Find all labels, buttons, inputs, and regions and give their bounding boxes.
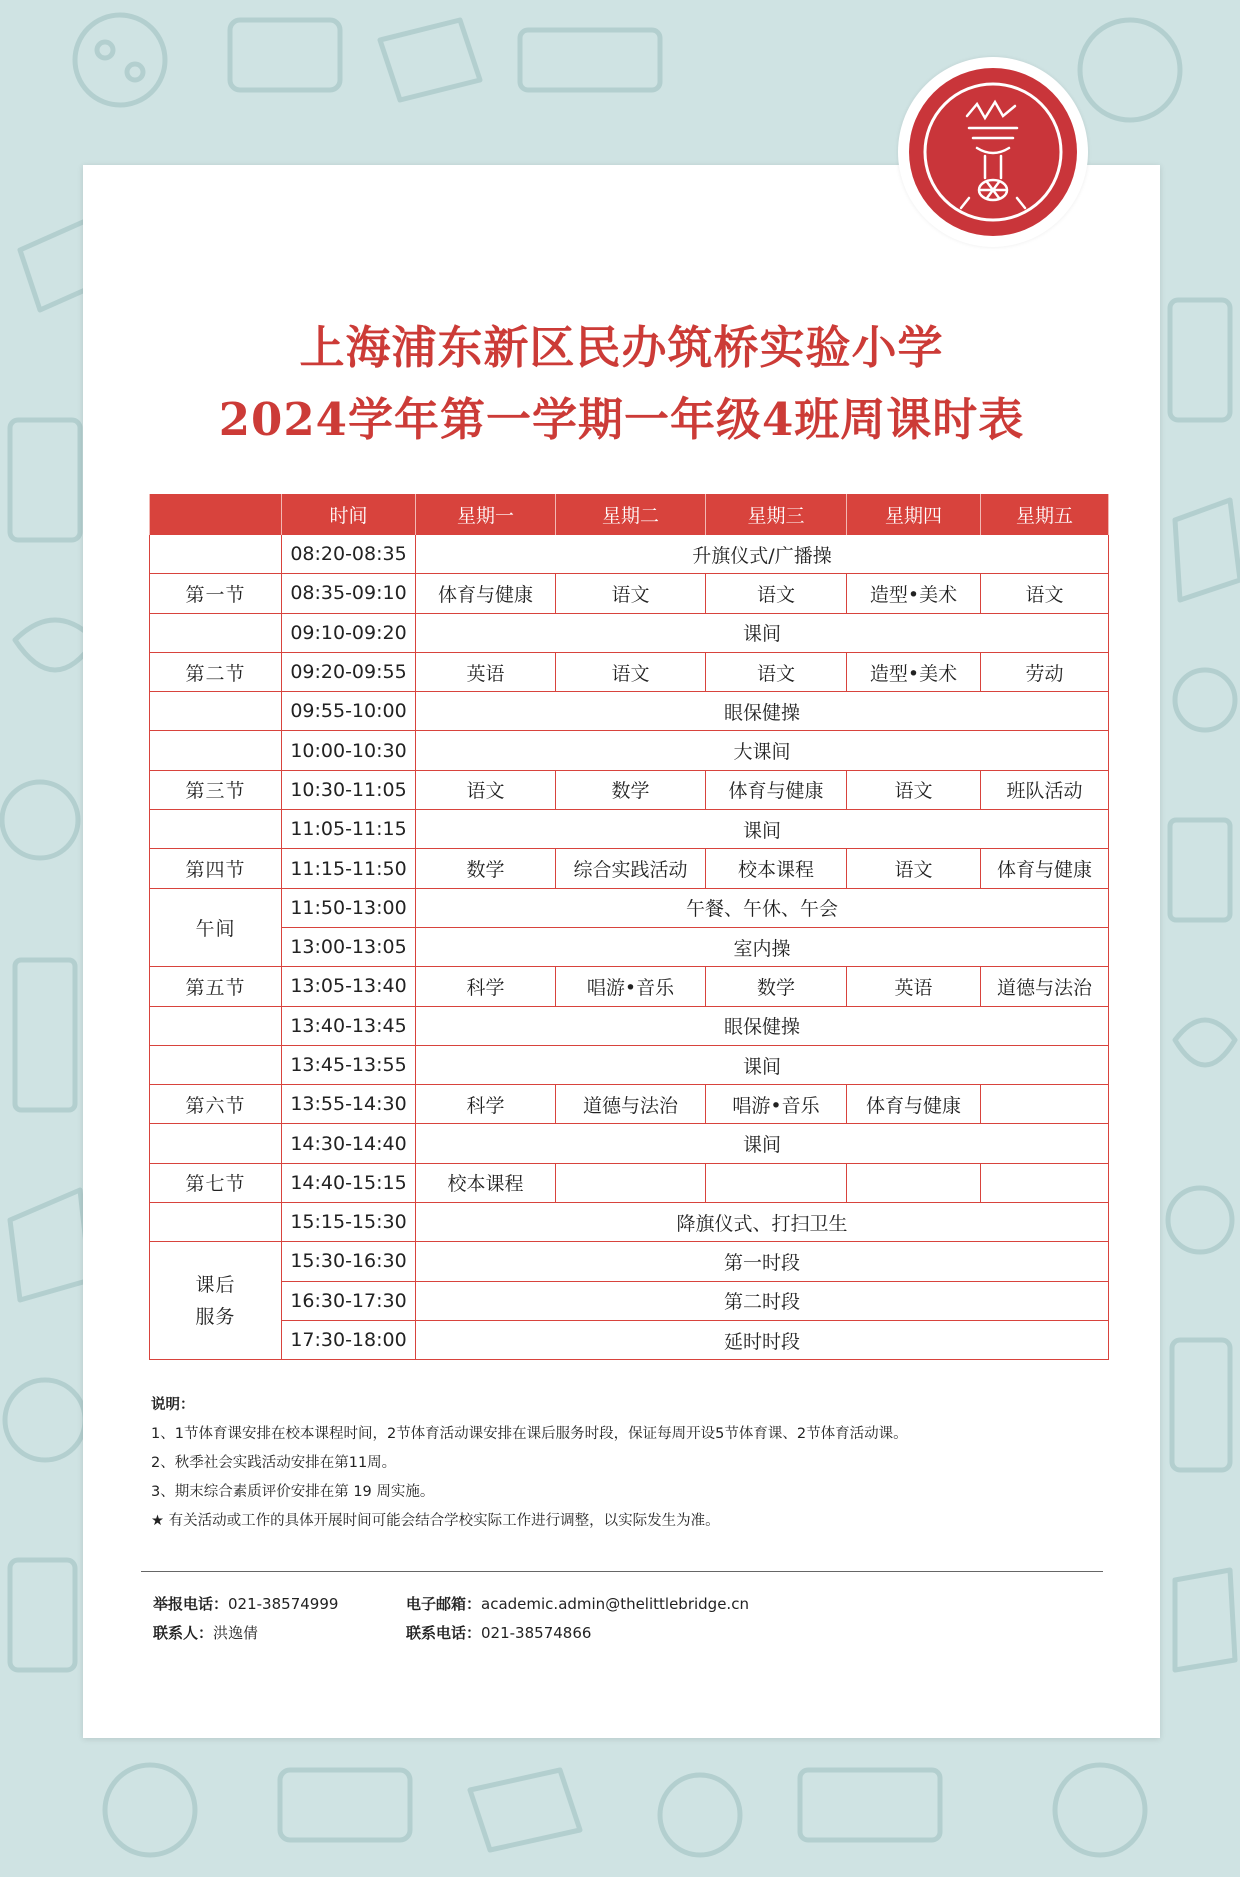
period-cell bbox=[150, 1203, 282, 1242]
lesson-cell-wednesday: 校本课程 bbox=[706, 849, 847, 888]
note-item: 3、期末综合素质评价安排在第 19 周实施。 bbox=[151, 1484, 435, 1500]
table-header-row bbox=[150, 494, 1109, 535]
lesson-cell-tuesday: 道德与法治 bbox=[556, 1085, 706, 1124]
header-cell-wednesday: 星期三 bbox=[706, 494, 847, 535]
table-row bbox=[150, 849, 1109, 888]
period-cell bbox=[150, 1045, 282, 1084]
merged-activity-cell: 升旗仪式/广播操 bbox=[416, 535, 1109, 574]
lesson-cell-wednesday bbox=[706, 1163, 847, 1202]
contact-phone-label: 联系电话： bbox=[406, 1624, 482, 1642]
lesson-cell-wednesday: 唱游•音乐 bbox=[706, 1085, 847, 1124]
time-cell: 15:15-15:30 bbox=[282, 1203, 416, 1242]
page-title-school: 上海浦东新区民办筑桥实验小学 bbox=[299, 321, 944, 374]
merged-activity-cell: 课间 bbox=[416, 1124, 1109, 1163]
lesson-cell-monday: 体育与健康 bbox=[416, 574, 556, 613]
header-cell-tuesday: 星期二 bbox=[556, 494, 706, 535]
lesson-cell-thursday: 体育与健康 bbox=[847, 1085, 981, 1124]
time-cell: 14:40-15:15 bbox=[282, 1163, 416, 1202]
period-cell: 第六节 bbox=[150, 1085, 282, 1124]
lesson-cell-monday: 科学 bbox=[416, 1085, 556, 1124]
contact-phone bbox=[406, 1622, 591, 1643]
time-cell: 11:50-13:00 bbox=[282, 888, 416, 927]
merged-activity-cell: 延时时段 bbox=[416, 1320, 1109, 1359]
note-item: 2、秋季社会实践活动安排在第11周。 bbox=[151, 1455, 397, 1471]
header-cell-period bbox=[150, 494, 282, 535]
time-cell: 16:30-17:30 bbox=[282, 1281, 416, 1320]
lesson-cell-friday bbox=[981, 1163, 1109, 1202]
time-cell: 09:20-09:55 bbox=[282, 652, 416, 691]
time-cell: 10:00-10:30 bbox=[282, 731, 416, 770]
lesson-cell-tuesday: 语文 bbox=[556, 574, 706, 613]
note-item: ★ 有关活动或工作的具体开展时间可能会结合学校实际工作进行调整，以实际发生为准。 bbox=[151, 1513, 720, 1529]
period-cell bbox=[150, 1006, 282, 1045]
period-cell: 第四节 bbox=[150, 849, 282, 888]
table-row bbox=[150, 1163, 1109, 1202]
lesson-cell-thursday: 语文 bbox=[847, 849, 981, 888]
lesson-cell-friday: 劳动 bbox=[981, 652, 1109, 691]
merged-activity-cell: 室内操 bbox=[416, 927, 1109, 966]
divider-line bbox=[141, 1571, 1103, 1572]
lesson-cell-tuesday: 数学 bbox=[556, 770, 706, 809]
table-row bbox=[150, 810, 1109, 849]
lesson-cell-monday: 科学 bbox=[416, 967, 556, 1006]
email-value[interactable]: academic.admin@thelittlebridge.cn bbox=[481, 1595, 749, 1613]
merged-activity-cell: 第一时段 bbox=[416, 1242, 1109, 1281]
time-cell: 13:00-13:05 bbox=[282, 927, 416, 966]
notes-heading: 说明： bbox=[151, 1397, 195, 1413]
note-item: 1、1节体育课安排在校本课程时间，2节体育活动课安排在课后服务时段，保证每周开设5节体育课、2节体育活动课。 bbox=[151, 1426, 908, 1442]
time-cell: 08:20-08:35 bbox=[282, 535, 416, 574]
period-cell: 第五节 bbox=[150, 967, 282, 1006]
merged-activity-cell: 降旗仪式、打扫卫生 bbox=[416, 1203, 1109, 1242]
time-cell: 13:40-13:45 bbox=[282, 1006, 416, 1045]
table-row bbox=[150, 770, 1109, 809]
contact-person-value: 洪逸倩 bbox=[213, 1624, 259, 1642]
lesson-cell-friday bbox=[981, 1085, 1109, 1124]
time-cell: 13:45-13:55 bbox=[282, 1045, 416, 1084]
period-cell: 第一节 bbox=[150, 574, 282, 613]
lesson-cell-wednesday: 体育与健康 bbox=[706, 770, 847, 809]
period-cell bbox=[150, 692, 282, 731]
table-row bbox=[150, 692, 1109, 731]
merged-activity-cell: 课间 bbox=[416, 613, 1109, 652]
time-cell: 15:30-16:30 bbox=[282, 1242, 416, 1281]
contact-person bbox=[153, 1622, 258, 1643]
lesson-cell-wednesday: 数学 bbox=[706, 967, 847, 1006]
table-row bbox=[150, 731, 1109, 770]
table-row bbox=[150, 1085, 1109, 1124]
merged-activity-cell: 第二时段 bbox=[416, 1281, 1109, 1320]
lesson-cell-wednesday: 语文 bbox=[706, 574, 847, 613]
merged-activity-cell: 课间 bbox=[416, 810, 1109, 849]
lesson-cell-monday: 语文 bbox=[416, 770, 556, 809]
header-cell-monday: 星期一 bbox=[416, 494, 556, 535]
contact-email bbox=[406, 1593, 749, 1614]
merged-activity-cell: 大课间 bbox=[416, 731, 1109, 770]
merged-activity-cell: 午餐、午休、午会 bbox=[416, 888, 1109, 927]
period-cell bbox=[150, 535, 282, 574]
table-row bbox=[150, 535, 1109, 574]
report-phone bbox=[153, 1593, 338, 1614]
school-logo bbox=[898, 57, 1088, 247]
table-row bbox=[150, 613, 1109, 652]
lesson-cell-thursday: 造型•美术 bbox=[847, 652, 981, 691]
period-cell: 课后 服务 bbox=[150, 1242, 282, 1360]
time-cell: 11:05-11:15 bbox=[282, 810, 416, 849]
header-cell-time: 时间 bbox=[282, 494, 416, 535]
table-row bbox=[150, 1203, 1109, 1242]
period-cell: 第三节 bbox=[150, 770, 282, 809]
time-cell: 13:05-13:40 bbox=[282, 967, 416, 1006]
table-row bbox=[150, 1045, 1109, 1084]
lesson-cell-thursday: 造型•美术 bbox=[847, 574, 981, 613]
lesson-cell-tuesday: 唱游•音乐 bbox=[556, 967, 706, 1006]
table-row bbox=[150, 888, 1109, 927]
lesson-cell-monday: 校本课程 bbox=[416, 1163, 556, 1202]
time-cell: 08:35-09:10 bbox=[282, 574, 416, 613]
table-row bbox=[150, 1281, 1109, 1320]
weekly-timetable bbox=[149, 494, 1109, 1360]
lesson-cell-tuesday bbox=[556, 1163, 706, 1202]
table-row bbox=[150, 1242, 1109, 1281]
table-row bbox=[150, 1124, 1109, 1163]
time-cell: 17:30-18:00 bbox=[282, 1320, 416, 1359]
table-row bbox=[150, 927, 1109, 966]
time-cell: 11:15-11:50 bbox=[282, 849, 416, 888]
contact-phone-value: 021-38574866 bbox=[481, 1624, 592, 1642]
time-cell: 14:30-14:40 bbox=[282, 1124, 416, 1163]
period-cell: 第二节 bbox=[150, 652, 282, 691]
merged-activity-cell: 眼保健操 bbox=[416, 692, 1109, 731]
period-cell: 第七节 bbox=[150, 1163, 282, 1202]
table-row bbox=[150, 1006, 1109, 1045]
period-cell bbox=[150, 1124, 282, 1163]
lesson-cell-tuesday: 综合实践活动 bbox=[556, 849, 706, 888]
lesson-cell-friday: 道德与法治 bbox=[981, 967, 1109, 1006]
report-phone-value: 021-38574999 bbox=[228, 1595, 339, 1613]
table-row bbox=[150, 1320, 1109, 1359]
header-cell-thursday: 星期四 bbox=[847, 494, 981, 535]
time-cell: 09:10-09:20 bbox=[282, 613, 416, 652]
lesson-cell-monday: 数学 bbox=[416, 849, 556, 888]
report-phone-label: 举报电话： bbox=[153, 1595, 229, 1613]
table-row bbox=[150, 652, 1109, 691]
lesson-cell-friday: 语文 bbox=[981, 574, 1109, 613]
page-title-schedule: 2024学年第一学期一年级4班周课时表 bbox=[218, 393, 1025, 446]
lesson-cell-thursday: 英语 bbox=[847, 967, 981, 1006]
notes-section bbox=[151, 1391, 908, 1536]
period-cell bbox=[150, 810, 282, 849]
period-cell bbox=[150, 731, 282, 770]
email-label: 电子邮箱： bbox=[406, 1595, 482, 1613]
lesson-cell-friday: 班队活动 bbox=[981, 770, 1109, 809]
time-cell: 10:30-11:05 bbox=[282, 770, 416, 809]
merged-activity-cell: 课间 bbox=[416, 1045, 1109, 1084]
lesson-cell-thursday bbox=[847, 1163, 981, 1202]
lesson-cell-monday: 英语 bbox=[416, 652, 556, 691]
lesson-cell-wednesday: 语文 bbox=[706, 652, 847, 691]
header-cell-friday: 星期五 bbox=[981, 494, 1109, 535]
lesson-cell-friday: 体育与健康 bbox=[981, 849, 1109, 888]
lesson-cell-tuesday: 语文 bbox=[556, 652, 706, 691]
period-cell bbox=[150, 613, 282, 652]
time-cell: 09:55-10:00 bbox=[282, 692, 416, 731]
table-row bbox=[150, 967, 1109, 1006]
lesson-cell-thursday: 语文 bbox=[847, 770, 981, 809]
contact-person-label: 联系人： bbox=[153, 1624, 214, 1642]
table-row bbox=[150, 574, 1109, 613]
time-cell: 13:55-14:30 bbox=[282, 1085, 416, 1124]
period-cell: 午间 bbox=[150, 888, 282, 967]
merged-activity-cell: 眼保健操 bbox=[416, 1006, 1109, 1045]
